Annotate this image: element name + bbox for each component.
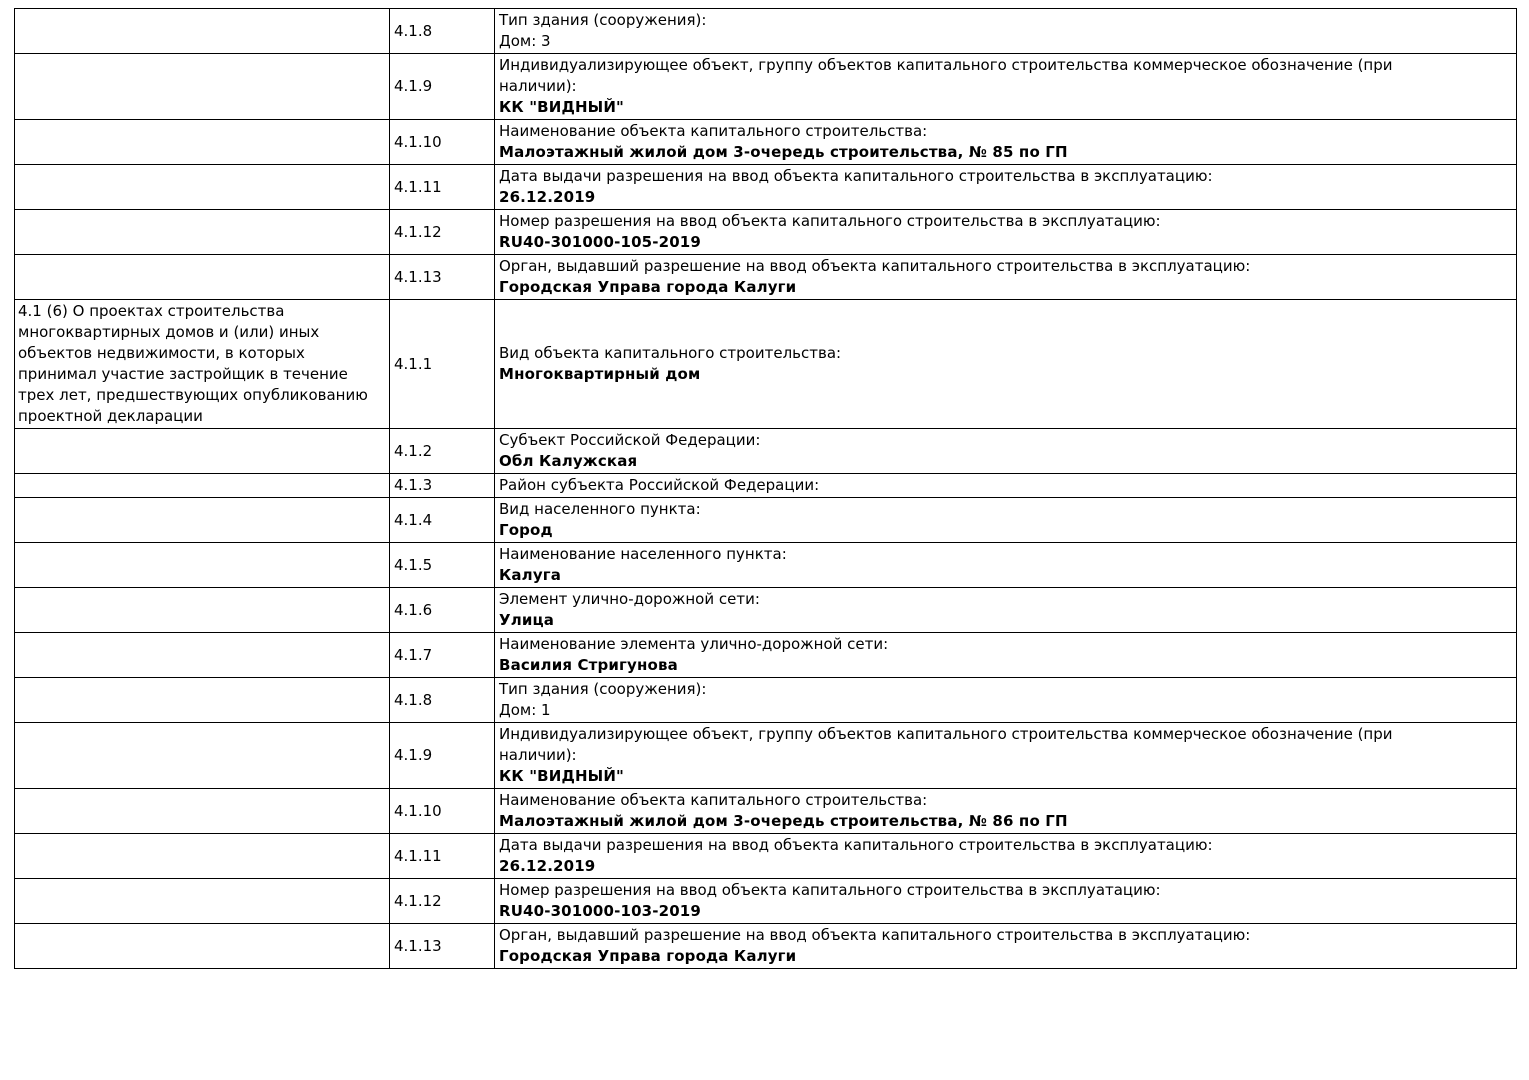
field-cell (495, 210, 1517, 255)
field-cell (495, 54, 1517, 120)
field-label: Номер разрешения на ввод объекта капитального строительства в эксплуатацию: (499, 212, 1161, 230)
field-label: Вид объекта капитального строительства: (499, 344, 842, 362)
table-row (15, 165, 1517, 210)
field-label: Тип здания (сооружения): (499, 680, 707, 698)
table-row (15, 789, 1517, 834)
table-row (15, 210, 1517, 255)
field-cell (495, 789, 1517, 834)
field-value: Малоэтажный жилой дом 3-очередь строительства, № 86 по ГП (499, 812, 1068, 830)
table-row (15, 120, 1517, 165)
field-value: КК "ВИДНЫЙ" (499, 767, 625, 785)
row-code: 4.1.7 (390, 633, 495, 678)
field-label: Орган, выдавший разрешение на ввод объекта капитального строительства в эксплуатацию: (499, 926, 1251, 944)
field-value: Калуга (499, 566, 562, 584)
table-row (15, 723, 1517, 789)
field-cell (495, 723, 1517, 789)
field-value: Обл Калужская (499, 452, 638, 470)
table-row (15, 498, 1517, 543)
field-cell (495, 588, 1517, 633)
section-cell (15, 210, 390, 255)
row-code: 4.1.12 (390, 879, 495, 924)
section-cell (15, 879, 390, 924)
field-label: Индивидуализирующее объект, группу объектов капитального строительства коммерческое обозначение (при наличии): (499, 725, 1393, 764)
table-row (15, 588, 1517, 633)
field-cell (495, 255, 1517, 300)
section-cell (15, 789, 390, 834)
field-cell (495, 834, 1517, 879)
field-label: Наименование объекта капитального строительства: (499, 122, 928, 140)
table-row (15, 9, 1517, 54)
row-code: 4.1.6 (390, 588, 495, 633)
field-value: Улица (499, 611, 555, 629)
section-cell (15, 429, 390, 474)
field-cell (495, 9, 1517, 54)
row-code: 4.1.13 (390, 255, 495, 300)
field-cell (495, 543, 1517, 588)
row-code: 4.1.1 (390, 300, 495, 429)
row-code: 4.1.10 (390, 789, 495, 834)
field-cell (495, 879, 1517, 924)
field-label: Наименование объекта капитального строительства: (499, 791, 928, 809)
field-cell (495, 120, 1517, 165)
field-value: Городская Управа города Калуги (499, 947, 797, 965)
field-cell (495, 633, 1517, 678)
row-code: 4.1.9 (390, 54, 495, 120)
field-label: Субъект Российской Федерации: (499, 431, 761, 449)
field-label: Тип здания (сооружения): (499, 11, 707, 29)
section-cell (15, 255, 390, 300)
field-value: КК "ВИДНЫЙ" (499, 98, 625, 116)
section-cell (15, 633, 390, 678)
section-cell (15, 924, 390, 969)
field-value: RU40-301000-103-2019 (499, 902, 701, 920)
table-row (15, 54, 1517, 120)
row-code: 4.1.10 (390, 120, 495, 165)
section-cell (15, 834, 390, 879)
row-code: 4.1.11 (390, 165, 495, 210)
field-label: Дата выдачи разрешения на ввод объекта капитального строительства в эксплуатацию: (499, 167, 1213, 185)
field-value: Василия Стригунова (499, 656, 678, 674)
field-value: Дом: 3 (499, 32, 551, 50)
field-cell (495, 165, 1517, 210)
section-cell (15, 120, 390, 165)
section-cell (15, 54, 390, 120)
field-value: RU40-301000-105-2019 (499, 233, 701, 251)
field-label: Район субъекта Российской Федерации: (499, 476, 820, 494)
row-code: 4.1.8 (390, 678, 495, 723)
field-label: Наименование населенного пункта: (499, 545, 787, 563)
field-cell (495, 429, 1517, 474)
row-code: 4.1.9 (390, 723, 495, 789)
section-cell (15, 543, 390, 588)
section-cell (15, 474, 390, 498)
field-label: Элемент улично-дорожной сети: (499, 590, 760, 608)
field-value: Многоквартирный дом (499, 365, 701, 383)
row-code: 4.1.8 (390, 9, 495, 54)
row-code: 4.1.11 (390, 834, 495, 879)
row-code: 4.1.12 (390, 210, 495, 255)
field-cell (495, 498, 1517, 543)
row-code: 4.1.5 (390, 543, 495, 588)
table-row (15, 300, 1517, 429)
table-row (15, 543, 1517, 588)
table-row (15, 879, 1517, 924)
section-cell (15, 588, 390, 633)
row-code: 4.1.2 (390, 429, 495, 474)
table-row (15, 633, 1517, 678)
table-row (15, 255, 1517, 300)
row-code: 4.1.3 (390, 474, 495, 498)
field-value: Малоэтажный жилой дом 3-очередь строительства, № 85 по ГП (499, 143, 1068, 161)
section-cell (15, 9, 390, 54)
field-label: Наименование элемента улично-дорожной сети: (499, 635, 889, 653)
declaration-table (14, 8, 1517, 969)
table-row (15, 474, 1517, 498)
table-row (15, 924, 1517, 969)
field-value: Городская Управа города Калуги (499, 278, 797, 296)
field-label: Номер разрешения на ввод объекта капитального строительства в эксплуатацию: (499, 881, 1161, 899)
field-value: Дом: 1 (499, 701, 551, 719)
field-value: Город (499, 521, 553, 539)
field-value: 26.12.2019 (499, 857, 596, 875)
field-cell (495, 678, 1517, 723)
section-cell (15, 723, 390, 789)
table-row (15, 678, 1517, 723)
field-cell (495, 474, 1517, 498)
table-row (15, 834, 1517, 879)
table-row (15, 429, 1517, 474)
section-cell (15, 165, 390, 210)
section-label-cell: 4.1 (6) О проектах строительства многоквартирных домов и (или) иных объектов недвижимости, в которых принимал участие застройщик в течение трех лет, предшествующих опубликованию проектной декларации (15, 300, 390, 429)
row-code: 4.1.4 (390, 498, 495, 543)
field-label: Индивидуализирующее объект, группу объектов капитального строительства коммерческое обозначение (при наличии): (499, 56, 1393, 95)
section-cell (15, 678, 390, 723)
field-label: Орган, выдавший разрешение на ввод объекта капитального строительства в эксплуатацию: (499, 257, 1251, 275)
field-label: Дата выдачи разрешения на ввод объекта капитального строительства в эксплуатацию: (499, 836, 1213, 854)
section-cell (15, 498, 390, 543)
field-cell (495, 300, 1517, 429)
field-cell (495, 924, 1517, 969)
row-code: 4.1.13 (390, 924, 495, 969)
field-label: Вид населенного пункта: (499, 500, 701, 518)
declaration-table-body (15, 9, 1517, 969)
field-value: 26.12.2019 (499, 188, 596, 206)
